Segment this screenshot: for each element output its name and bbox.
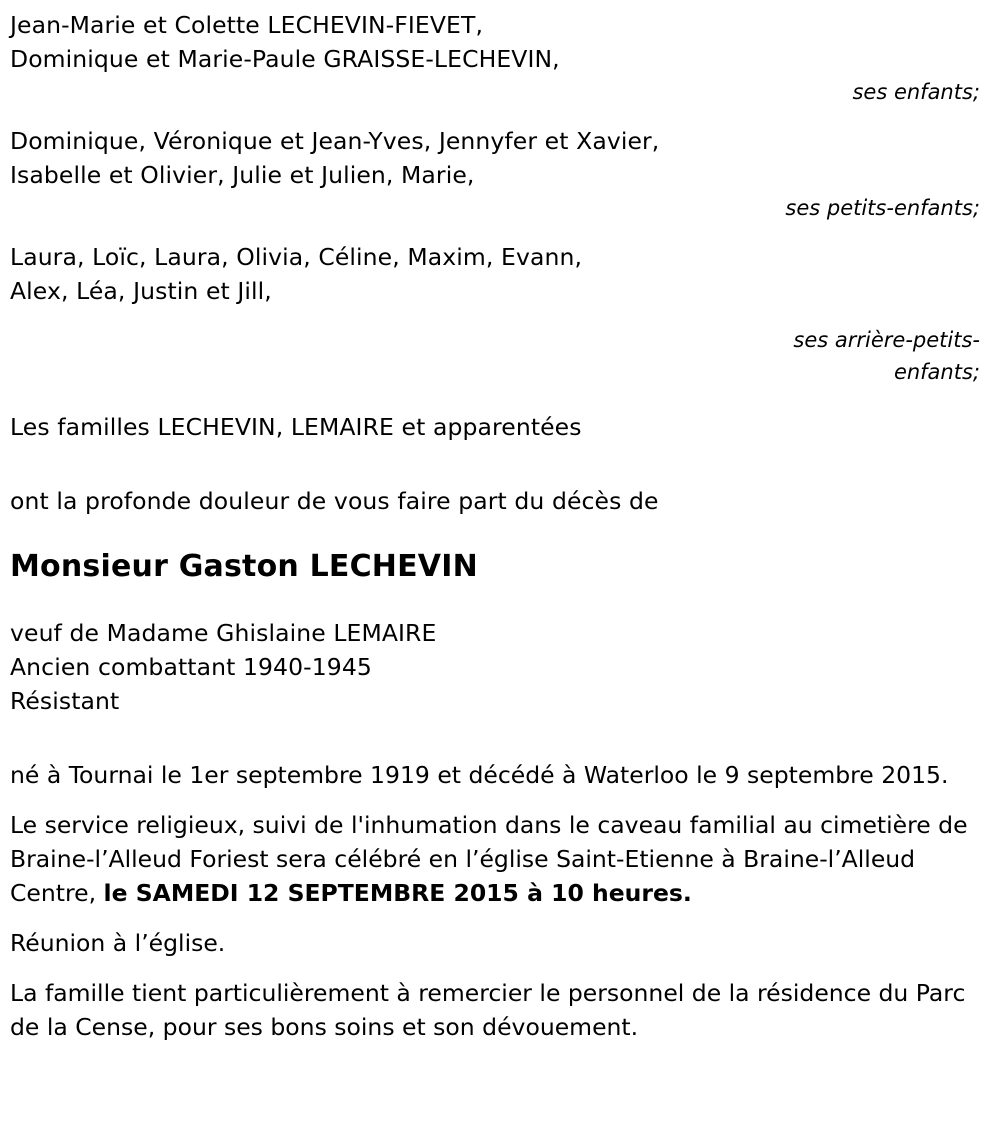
spacer-after-great-grandchildren [10, 388, 990, 410]
great-grandchildren-line-2: Alex, Léa, Justin et Jill, [10, 277, 272, 305]
thanks-paragraph: La famille tient particulièrement à remercier le personnel de la résidence du Parc de la Cense, pour ses bons soins et son dévouement. [10, 979, 966, 1041]
children-line-2: Dominique et Marie-Paule GRAISSE-LECHEVIN, [10, 45, 560, 73]
announcement-intro: ont la profonde douleur de vous faire part du décès de [10, 487, 659, 515]
grandchildren-line-2: Isabelle et Olivier, Julie et Julien, Marie, [10, 161, 475, 189]
grandchildren-line-1: Dominique, Véronique et Jean-Yves, Jennyfer et Xavier, [10, 127, 660, 155]
great-grandchildren-line-1: Laura, Loïc, Laura, Olivia, Céline, Maxim, Evann, [10, 243, 583, 271]
relation-label-grandchildren: ses petits-enfants; [785, 196, 980, 220]
spacer-before-ggc-label [10, 308, 990, 324]
spacer-before-service [10, 792, 990, 808]
relation-label-great-grandchildren-line-1: ses arrière-petits- [793, 328, 980, 352]
spacer-before-name [10, 518, 990, 548]
relation-label-children: ses enfants; [852, 80, 980, 104]
grandchildren-relation-row [10, 192, 990, 224]
spacer-before-thanks [10, 960, 990, 976]
gathering-paragraph: Réunion à l’église. [10, 929, 226, 957]
children-block [10, 8, 990, 108]
service-datetime: le SAMEDI 12 SEPTEMBRE 2015 à 10 heures. [103, 879, 692, 907]
children-line-1: Jean-Marie et Colette LECHEVIN-FIEVET, [10, 11, 484, 39]
children-relation-row [10, 76, 990, 108]
grandchildren-block [10, 124, 990, 224]
service-paragraph [10, 808, 990, 910]
spacer-before-dates [10, 718, 990, 758]
spacer-before-details [10, 586, 990, 616]
families-line: Les familles LECHEVIN, LEMAIRE et apparentées [10, 413, 582, 441]
relation-label-great-grandchildren-line-2: enfants; [893, 360, 980, 384]
spacer-before-intro [10, 444, 990, 484]
spacer-before-gathering [10, 910, 990, 926]
deceased-name: Monsieur Gaston LECHEVIN [10, 549, 478, 584]
detail-widower: veuf de Madame Ghislaine LEMAIRE [10, 619, 437, 647]
service-text: Le service religieux, suivi de l'inhumation dans le caveau familial au cimetière de Braine-l’Alleud Foriest sera célébré en l’église Saint-Etienne à Braine-l’Alleud Centre, [10, 811, 968, 907]
detail-veteran: Ancien combattant 1940-1945 [10, 653, 372, 681]
spacer-after-grandchildren [10, 224, 990, 240]
deceased-details-block [10, 616, 990, 718]
great-grandchildren-block [10, 240, 990, 388]
birth-death-paragraph: né à Tournai le 1er septembre 1919 et décédé à Waterloo le 9 septembre 2015. [10, 761, 949, 789]
great-grandchildren-relation-row [10, 324, 990, 388]
spacer-after-children [10, 108, 990, 124]
detail-resistant: Résistant [10, 687, 120, 715]
